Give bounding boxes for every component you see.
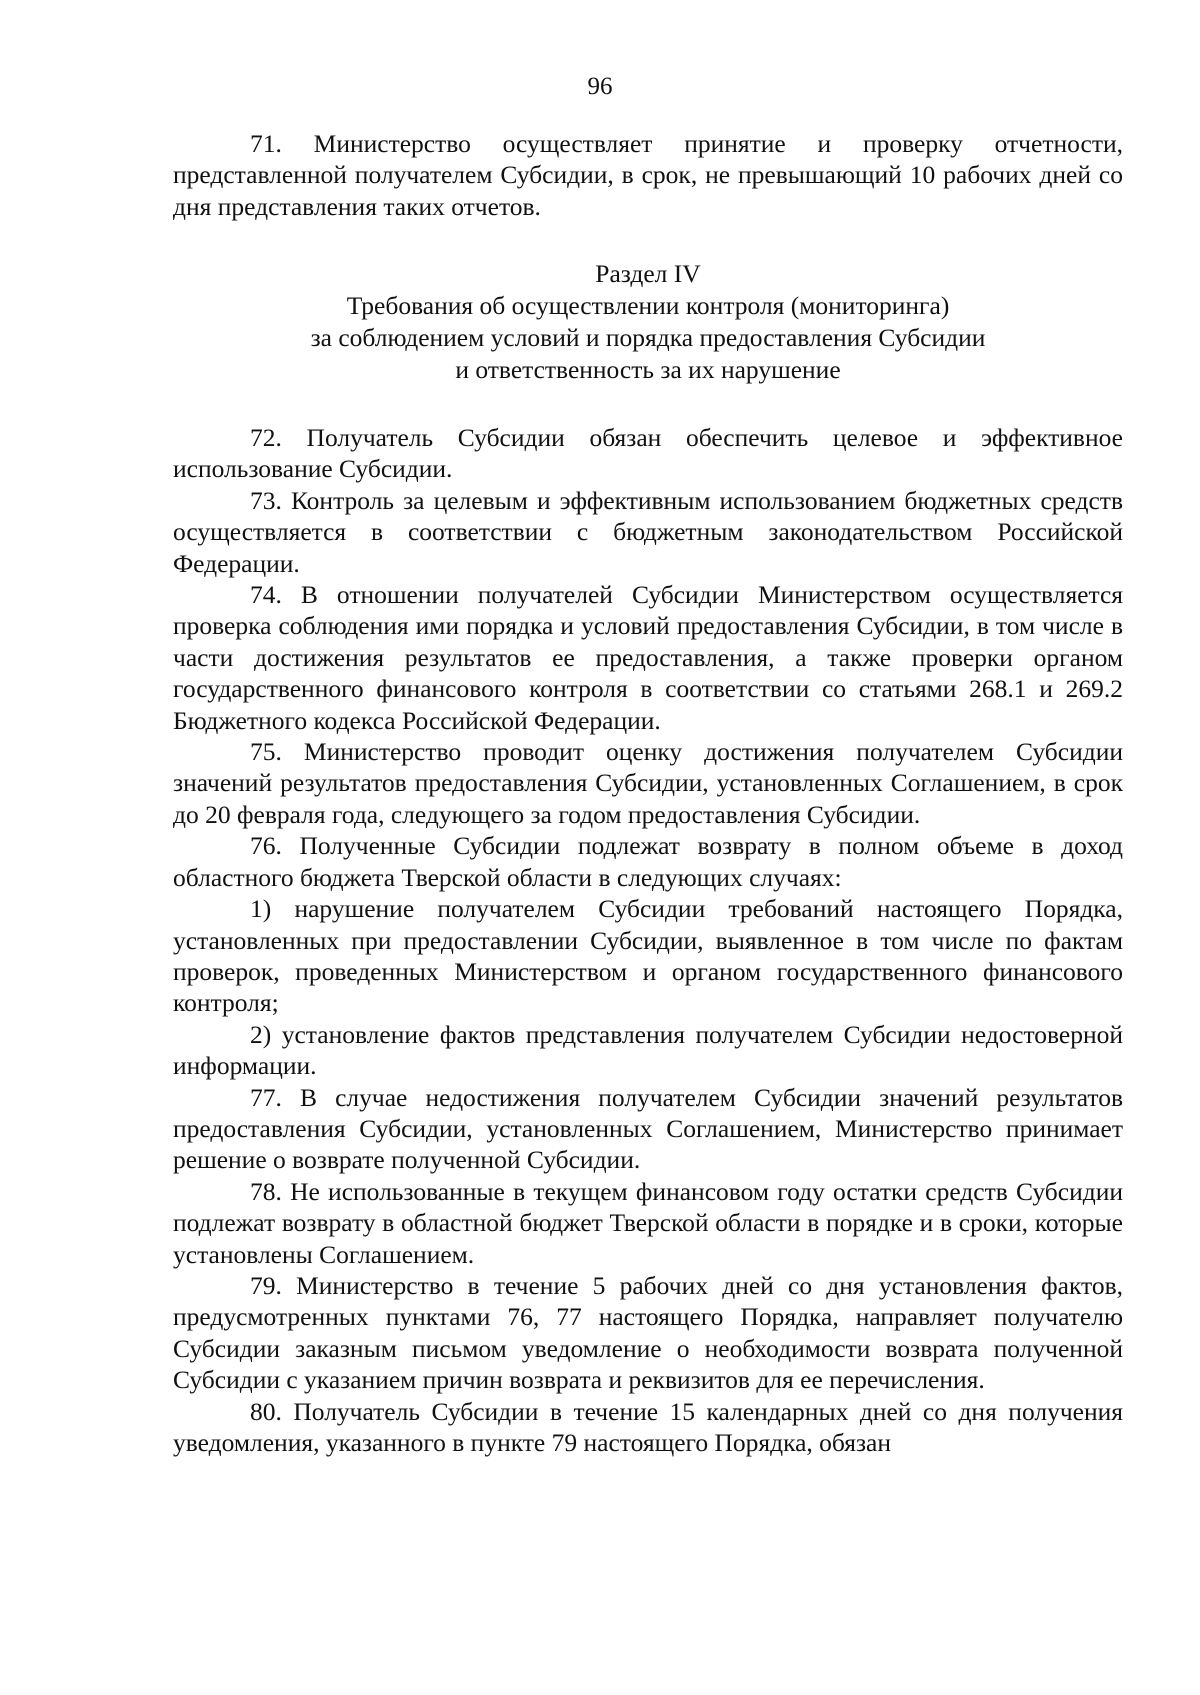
paragraph-76: 76. Полученные Субсидии подлежат возврату в полном объеме в доход областного бюджета Тверской области в следующих случаях: (173, 831, 1123, 892)
paragraph-78: 78. Не использованные в текущем финансовом году остатки средств Субсидии подлежат возврату в областной бюджет Тверской области в порядке и в сроки, которые установлены Соглашением. (173, 1176, 1123, 1269)
section-heading (173, 258, 1123, 386)
section-title-line: Требования об осуществлении контроля (мониторинга) (346, 291, 950, 320)
paragraph-77: 77. В случае недостижения получателем Субсидии значений результатов предоставления Субсидии, установленных Соглашением, Министерство принимает решение о возврате полученной Субсидии. (173, 1082, 1123, 1175)
section-title-line: за соблюдением условий и порядка предоставления Субсидии (310, 323, 986, 352)
paragraph-75: 75. Министерство проводит оценку достижения получателем Субсидии значений результатов предоставления Субсидии, установленных Соглашением, в срок до 20 февраля года, следующего за годом предоставления Субсидии. (173, 737, 1123, 829)
page-number: 96 (587, 73, 613, 100)
paragraph-72: 72. Получатель Субсидии обязан обеспечить целевое и эффективное использование Субсидии. (173, 423, 1123, 484)
section-label: Раздел IV (595, 259, 701, 288)
paragraph-80: 80. Получатель Субсидии в течение 15 календарных дней со дня получения уведомления, указанного в пункте 79 настоящего Порядка, обязан (173, 1396, 1123, 1457)
main-text (173, 422, 1123, 1458)
section-title-line: и ответственность за их нарушение (455, 355, 841, 384)
paragraph-76-item-1: 1) нарушение получателем Субсидии требований настоящего Порядка, установленных при предоставлении Субсидии, выявленное в том числе по фактам проверок, проведенных Министерством и органом государственного финансового контроля; (173, 894, 1123, 1018)
paragraph-79: 79. Министерство в течение 5 рабочих дней со дня установления фактов, предусмотренных пунктами 76, 77 настоящего Порядка, направляет получателю Субсидии заказным письмом уведомление о необходимости возврата полученной Субсидии с указанием причин возврата и реквизитов для ее перечисления. (173, 1270, 1123, 1395)
paragraph-76-item-2: 2) установление фактов представления получателем Субсидии недостоверной информации. (173, 1019, 1123, 1081)
paragraph-73: 73. Контроль за целевым и эффективным использованием бюджетных средств осуществляется в соответствии с бюджетным законодательством Российской Федерации. (173, 485, 1123, 578)
intro-text (173, 128, 1123, 222)
paragraph-71: 71. Министерство осуществляет принятие и проверку отчетности, представленной получателем Субсидии, в срок, не превышающий 10 рабочих дней со дня представления таких отчетов. (173, 129, 1123, 221)
paragraph-74: 74. В отношении получателей Субсидии Министерством осуществляется проверка соблюдения ими порядка и условий предоставления Субсидии, в том числе в части достижения результатов ее предоставления, а также проверки органом государственного финансового контроля в соответствии со статьями 268.1 и 269.2 Бюджетного кодекса Российской Федерации. (173, 580, 1123, 735)
